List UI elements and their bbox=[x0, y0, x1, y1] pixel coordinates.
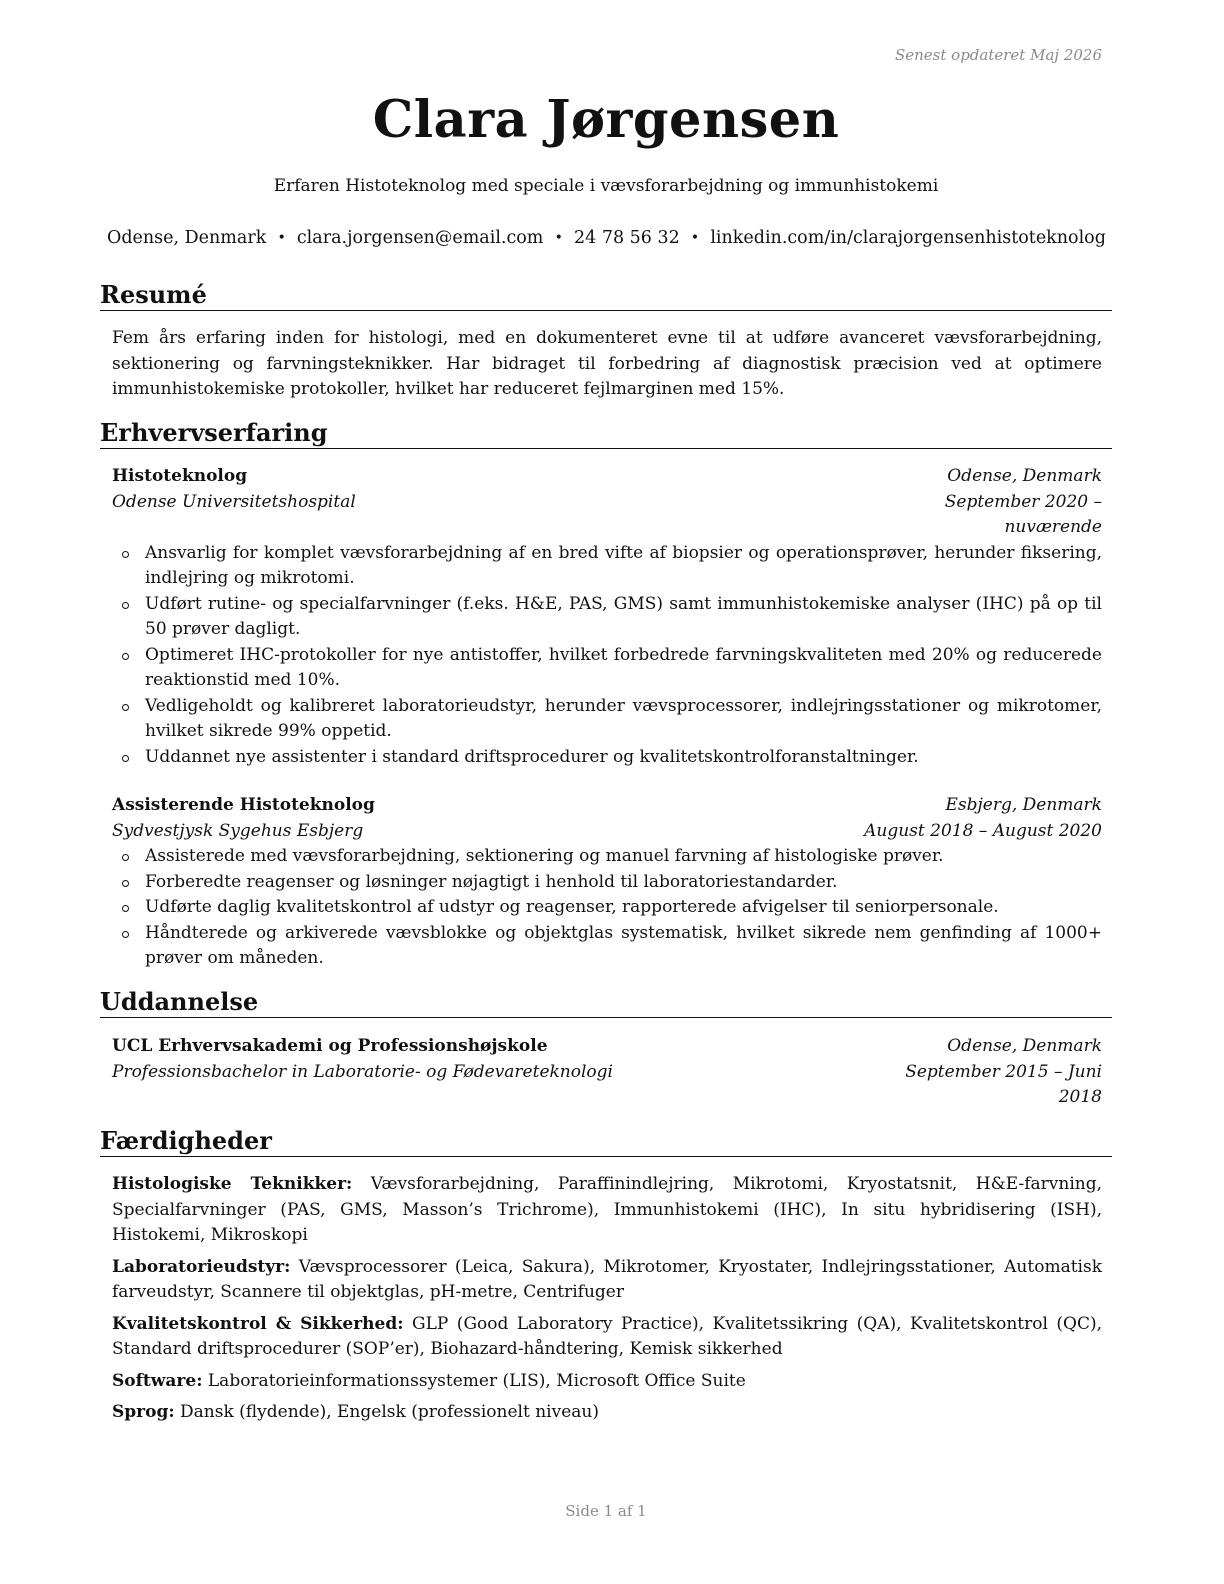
job-entry bbox=[112, 793, 1102, 972]
skill-label: Software: bbox=[112, 1370, 203, 1391]
list-item: Ansvarlig for komplet vævsforarbejdning af en bred vifte af biopsier og operationsprøver, herunder fiksering, indlejring og mikrotomi. bbox=[145, 541, 1102, 592]
skill-value: Vævsprocessorer (Leica, Sakura), Mikrotomer, Kryostater, Indlejringsstationer, Automatisk farveudstyr, Scannere til objektglas, pH-metre, Centrifuger bbox=[112, 1256, 1102, 1302]
skill-label: Kvalitetskontrol & Sikkerhed: bbox=[112, 1313, 404, 1334]
list-item: Optimeret IHC-protokoller for nye antistoffer, hvilket forbedrede farvningskvaliteten med 20% og reducerede reaktionstid med 10%. bbox=[145, 643, 1102, 694]
list-item: Forberedte reagenser og løsninger nøjagtigt i henhold til laboratoriestandarder. bbox=[145, 870, 1102, 896]
skill-group bbox=[112, 1312, 1102, 1363]
education-entry bbox=[112, 1034, 1102, 1111]
candidate-name: Clara Jørgensen bbox=[372, 90, 840, 150]
skill-group bbox=[112, 1400, 1102, 1426]
job-period: August 2018 – August 2020 bbox=[864, 820, 1102, 841]
skill-value: GLP (Good Laboratory Practice), Kvalitetssikring (QA), Kvalitetskontrol (QC), Standard driftsprocedurer (SOP’er), Biohazard-håndtering, Kemisk sikkerhed bbox=[112, 1313, 1102, 1359]
skill-group bbox=[112, 1255, 1102, 1306]
education-degree: Professionsbachelor in Laboratorie- og Fødevareteknologi bbox=[112, 1061, 613, 1082]
section-title-summary: Resumé bbox=[100, 281, 1112, 311]
skill-label: Sprog: bbox=[112, 1402, 175, 1422]
job-entry bbox=[112, 464, 1102, 770]
summary-text: Fem års erfaring inden for histologi, med en dokumenteret evne til at udføre avanceret vævsforarbejdning, sektionering og farvningsteknikker. Har bidraget til forbedring af diagnostisk præcision ved at optimere immunhistokemiske protokoller, hvilket har reduceret fejlmarginen med 15%. bbox=[112, 328, 1102, 399]
summary-section bbox=[112, 326, 1102, 403]
education-location: Odense, Denmark bbox=[947, 1036, 1102, 1056]
education-period: September 2015 – Juni 2018 bbox=[905, 1061, 1102, 1107]
contact-line bbox=[100, 228, 1112, 248]
skill-value: Laboratorieinformationssystemer (LIS), Microsoft Office Suite bbox=[207, 1370, 746, 1391]
skill-value: Dansk (flydende), Engelsk (professionelt niveau) bbox=[180, 1402, 599, 1422]
job-bullets bbox=[112, 541, 1102, 771]
section-title-experience: Erhvervserfaring bbox=[100, 419, 1112, 449]
tagline: Erfaren Histoteknolog med speciale i vævsforarbejdning og immunhistokemi bbox=[273, 176, 939, 196]
skill-group bbox=[112, 1369, 1102, 1395]
list-item: Assisterede med vævsforarbejdning, sektionering og manuel farvning af histologiske prøver. bbox=[145, 844, 1102, 870]
job-bullets bbox=[112, 844, 1102, 972]
skill-value: Vævsforarbejdning, Paraffinindlejring, Mikrotomi, Kryostatsnit, H&E-farvning, Specialfarvninger (PAS, GMS, Masson’s Trichrome), Immunhistokemi (IHC), In situ hybridisering (ISH), Histokemi, Mikroskopi bbox=[112, 1174, 1103, 1245]
list-item: Udførte daglig kvalitetskontrol af udstyr og reagenser, rapporterede afvigelser til seniorpersonale. bbox=[145, 895, 1102, 921]
skill-label: Histologiske Teknikker: bbox=[112, 1174, 353, 1194]
contact-phone: 24 78 56 32 bbox=[573, 228, 680, 248]
job-location: Esbjerg, Denmark bbox=[945, 795, 1102, 815]
list-item: Uddannet nye assistenter i standard driftsprocedurer og kvalitetskontrolforanstaltninger. bbox=[145, 745, 1102, 771]
job-employer: Odense Universitetshospital bbox=[112, 491, 356, 512]
separator-dot: • bbox=[554, 230, 563, 246]
section-title-education: Uddannelse bbox=[100, 988, 1112, 1018]
separator-dot: • bbox=[277, 230, 286, 246]
skills-section bbox=[112, 1172, 1102, 1432]
contact-email[interactable]: clara.jorgensen@email.com bbox=[296, 228, 544, 248]
section-title-skills: Færdigheder bbox=[100, 1127, 1112, 1157]
page-number: Side 1 af 1 bbox=[565, 1502, 647, 1520]
job-employer: Sydvestjysk Sygehus Esbjerg bbox=[112, 820, 364, 841]
skill-label: Laboratorieudstyr: bbox=[112, 1256, 291, 1277]
job-role: Assisterende Histoteknolog bbox=[112, 795, 375, 815]
list-item: Udført rutine- og specialfarvninger (f.eks. H&E, PAS, GMS) samt immunhistokemiske analyser (IHC) på op til 50 prøver dagligt. bbox=[145, 592, 1102, 643]
skill-group bbox=[112, 1172, 1102, 1249]
job-role: Histoteknolog bbox=[112, 466, 248, 486]
list-item: Vedligeholdt og kalibreret laboratorieudstyr, herunder vævsprocessorer, indlejringsstationer og mikrotomer, hvilket sikrede 99% oppetid. bbox=[145, 694, 1102, 745]
separator-dot: • bbox=[690, 230, 700, 246]
job-location: Odense, Denmark bbox=[947, 466, 1102, 486]
list-item: Håndterede og arkiverede vævsblokke og objektglas systematisk, hvilket sikrede nem genfinding af 1000+ prøver om måneden. bbox=[145, 921, 1102, 972]
job-period: September 2020 – nuværende bbox=[944, 491, 1102, 537]
last-updated: Senest opdateret Maj 2026 bbox=[894, 46, 1102, 64]
education-school: UCL Erhvervsakademi og Professionshøjskole bbox=[112, 1036, 548, 1056]
resume-page bbox=[100, 0, 1112, 1584]
contact-location: Odense, Denmark bbox=[107, 228, 267, 248]
contact-linkedin[interactable]: linkedin.com/in/clarajorgensenhistoteknolog bbox=[710, 228, 1106, 248]
